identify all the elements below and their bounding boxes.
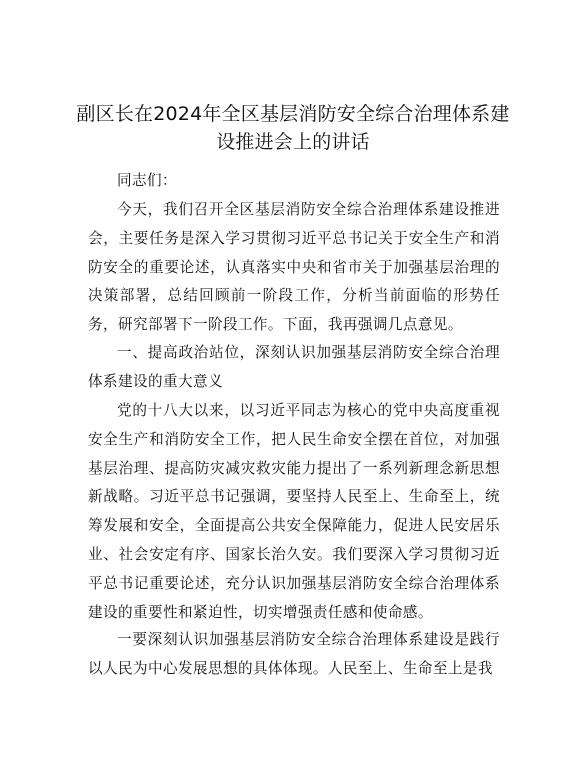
- paragraph-intro: 今天，我们召开全区基层消防安全综合治理体系建设推进会，主要任务是深入学习贯彻习近平总书记关于安全生产和消防安全的重要论述，认真落实中央和省市关于加强基层治理的决策部署，总结回顾前一阶段工作，分析当前面临的形势任务，研究部署下一阶段工作。下面，我再强调几点意见。: [88, 201, 500, 334]
- section-heading-1: 一、提高政治站位，深刻认识加强基层消防安全综合治理体系建设的重大意义: [88, 344, 500, 390]
- paragraph-section-1: 党的十八大以来，以习近平同志为核心的党中央高度重视安全生产和消防安全工作，把人民生命安全摆在首位，对加强基层治理、提高防灾减灾救灾能力提出了一系列新理念新思想新战略。习近平总书记强调，要坚持人民至上、生命至上，统筹发展和安全，全面提高公共安全保障能力，促进人民安居乐业、社会安定有序、国家长治久安。我们要深入学习贯彻习近平总书记重要论述，充分认识加强基层消防安全综合治理体系建设的重要性和紧迫性，切实增强责任感和使命感。: [88, 402, 500, 621]
- salutation: 同志们：: [117, 172, 177, 189]
- document-title: 副区长在2024年全区基层消防安全综合治理体系建设推进会上的讲话: [76, 103, 510, 153]
- paragraph-point-1: 一要深刻认识加强基层消防安全综合治理体系建设是践行以人民为中心发展思想的具体体现。人民至上、生命至上是我: [88, 631, 500, 677]
